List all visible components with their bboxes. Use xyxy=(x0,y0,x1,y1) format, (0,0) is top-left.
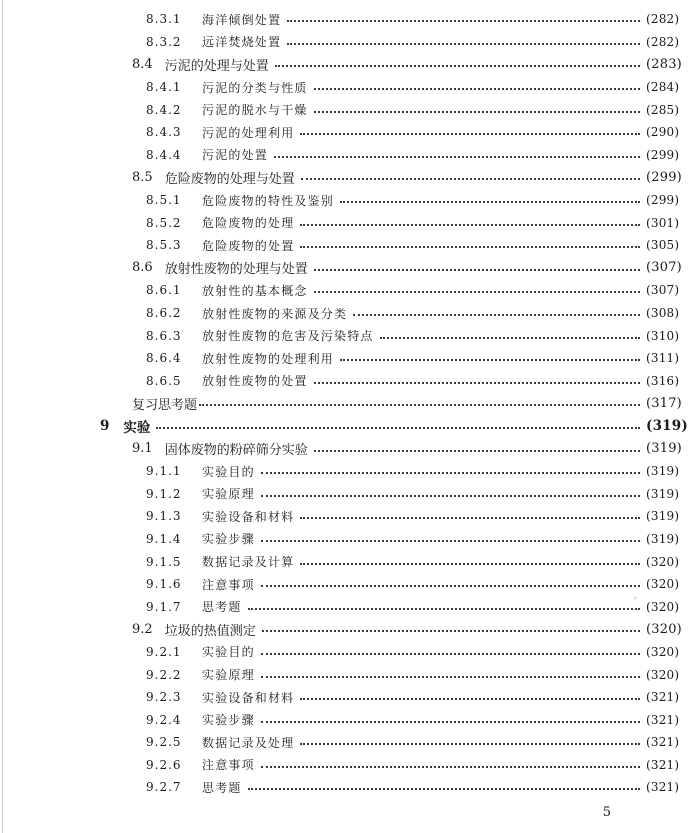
toc-entry-number: 9.2.7 xyxy=(146,780,182,795)
dot-leader xyxy=(300,224,640,226)
toc-entry-number: 8.4 xyxy=(132,56,153,72)
toc-entry-title: 放射性废物的来源及分类 xyxy=(202,306,348,321)
dot-leader xyxy=(261,540,640,542)
toc-entry xyxy=(0,708,698,731)
toc-entry-page: (311) xyxy=(646,351,680,366)
toc-entry xyxy=(0,505,698,528)
toc-entry-title: 注意事项 xyxy=(202,577,255,592)
toc-entry-page: (307) xyxy=(646,260,682,276)
toc-entry xyxy=(0,731,698,754)
toc-entry xyxy=(0,528,698,551)
dot-leader xyxy=(199,404,640,406)
toc-entry-number: 8.5.3 xyxy=(146,238,182,253)
toc-entry-number: 8.6.1 xyxy=(146,283,182,298)
dot-leader xyxy=(261,721,640,723)
toc-entry xyxy=(0,166,698,189)
toc-entry-number: 9.2.4 xyxy=(146,712,182,727)
toc-entry xyxy=(0,324,698,347)
scan-mark: ' xyxy=(634,596,637,605)
toc-entry xyxy=(0,641,698,664)
toc-entry-number: 9.2.1 xyxy=(146,644,182,659)
toc-entry xyxy=(0,76,698,99)
toc-entry-title: 实验原理 xyxy=(202,487,255,502)
toc-entry xyxy=(0,663,698,686)
toc-entry-number: 8.5 xyxy=(132,169,153,185)
dot-leader xyxy=(340,201,640,203)
dot-leader xyxy=(300,246,640,248)
dot-leader xyxy=(261,495,640,497)
toc-entry-number: 9.2.2 xyxy=(146,667,182,682)
toc-entry-title: 注意事项 xyxy=(202,758,255,773)
toc-entry-number: 9.1.2 xyxy=(146,486,182,501)
toc-entry-page: (319) xyxy=(646,486,680,501)
toc-entry-title: 实验目的 xyxy=(202,464,255,479)
toc-entry-title: 危险废物的处理 xyxy=(202,216,295,231)
toc-entry-title: 污泥的处置 xyxy=(202,148,269,163)
toc-entry-number: 9.2 xyxy=(132,621,153,637)
toc-entry-title: 放射性废物的处理与处置 xyxy=(164,262,308,278)
dot-leader xyxy=(300,743,640,745)
toc-entry xyxy=(0,573,698,596)
toc-entry-page: (321) xyxy=(646,780,680,795)
toc-entry xyxy=(0,618,698,641)
toc-entry-page: (321) xyxy=(646,690,680,705)
toc-entry xyxy=(0,776,698,799)
dot-leader xyxy=(261,676,640,678)
toc-entry-page: (319) xyxy=(646,441,682,457)
toc-entry-number: 8.5.1 xyxy=(146,193,182,208)
toc-entry-title: 放射性废物的处理利用 xyxy=(202,351,335,366)
toc-entry-page: (319) xyxy=(646,417,688,434)
toc-entry-page: (320) xyxy=(646,554,680,569)
toc-entry-page: (283) xyxy=(646,56,682,72)
toc-entry-number: 8.6.5 xyxy=(146,373,182,388)
dot-leader xyxy=(353,314,640,316)
toc-entry-page: (299) xyxy=(646,169,682,185)
dot-leader xyxy=(275,65,640,67)
toc-entry-number: 9.1.4 xyxy=(146,531,182,546)
toc-entry xyxy=(0,279,698,302)
toc-entry-number: 8.3.1 xyxy=(146,12,182,27)
toc-entry-number: 8.6.3 xyxy=(146,328,182,343)
toc-entry-page: (320) xyxy=(646,667,680,682)
toc-entry-page: (284) xyxy=(646,80,680,95)
dot-leader xyxy=(287,43,640,45)
dot-leader xyxy=(314,111,640,113)
toc-entry-page: (305) xyxy=(646,238,680,253)
toc-entry-number: 9.2.5 xyxy=(146,735,182,750)
toc-entry-title: 危险废物的处理与处置 xyxy=(164,171,295,187)
toc-entry xyxy=(0,550,698,573)
toc-entry xyxy=(0,482,698,505)
toc-entry-title: 数据记录及处理 xyxy=(202,735,295,750)
toc-entry-title: 数据记录及计算 xyxy=(202,555,295,570)
toc-entry-number: 9 xyxy=(100,417,110,434)
toc-entry xyxy=(0,595,698,618)
toc-entry-number: 9.1 xyxy=(132,441,153,457)
toc-entry-title: 实验目的 xyxy=(202,645,255,660)
toc-entry-title: 实验 xyxy=(123,419,151,436)
toc-entry xyxy=(0,211,698,234)
toc-entry-page: (316) xyxy=(646,373,680,388)
toc-entry xyxy=(0,234,698,257)
toc-entry-title: 放射性废物的危害及污染特点 xyxy=(202,329,374,344)
toc-entry-page: (307) xyxy=(646,283,680,298)
toc-entry-number: 8.4.2 xyxy=(146,102,182,117)
toc-entry xyxy=(0,121,698,144)
toc-entry-title: 思考题 xyxy=(202,600,242,615)
toc-entry-page: (320) xyxy=(646,577,680,592)
toc-entry xyxy=(0,437,698,460)
dot-leader xyxy=(261,766,640,768)
toc-entry-page: (285) xyxy=(646,102,680,117)
toc-entry-number: 9.1.1 xyxy=(146,464,182,479)
toc-entry-page: (317) xyxy=(646,395,682,411)
toc-entry xyxy=(0,460,698,483)
toc-entry xyxy=(0,415,698,438)
dot-leader xyxy=(300,517,640,519)
toc-entry-title: 固体废物的粉碎筛分实验 xyxy=(164,443,308,459)
dot-leader xyxy=(262,630,640,632)
toc-entry-page: (299) xyxy=(646,193,680,208)
toc-entry-number: 8.4.4 xyxy=(146,147,182,162)
toc-entry-page: (282) xyxy=(646,12,680,27)
toc-entry-title: 污泥的处理利用 xyxy=(202,125,295,140)
dot-leader xyxy=(300,563,640,565)
toc-entry xyxy=(0,302,698,325)
toc-entry-title: 实验原理 xyxy=(202,668,255,683)
dot-leader xyxy=(314,450,640,452)
toc-entry xyxy=(0,370,698,393)
toc-entry-number: 8.5.2 xyxy=(146,215,182,230)
toc-entry-number: 8.4.1 xyxy=(146,80,182,95)
toc-entry-title: 远洋焚烧处置 xyxy=(202,35,282,50)
toc-entry-title: 海洋倾倒处置 xyxy=(202,12,282,27)
toc-entry-title: 危险废物的特性及鉴别 xyxy=(202,193,335,208)
toc-entry xyxy=(0,144,698,167)
toc-entry-page: (282) xyxy=(646,34,680,49)
dot-leader xyxy=(300,698,640,700)
toc-entry xyxy=(0,686,698,709)
toc-entry-number: 8.6.4 xyxy=(146,351,182,366)
toc-entry-page: (319) xyxy=(646,531,680,546)
toc-entry xyxy=(0,8,698,31)
toc-entry xyxy=(0,53,698,76)
table-of-contents xyxy=(0,8,698,799)
dot-leader xyxy=(300,133,640,135)
toc-entry-page: (319) xyxy=(646,509,680,524)
toc-entry-title: 放射性的基本概念 xyxy=(202,283,308,298)
toc-entry-number: 8.6 xyxy=(132,260,153,276)
toc-entry-title: 垃圾的热值测定 xyxy=(164,623,256,639)
toc-entry-number: 9.1.7 xyxy=(146,599,182,614)
toc-entry-title: 实验步骤 xyxy=(202,532,255,547)
toc-entry-page: (310) xyxy=(646,328,680,343)
dot-leader xyxy=(380,337,640,339)
toc-entry xyxy=(0,98,698,121)
toc-entry-title: 实验设备和材料 xyxy=(202,509,295,524)
toc-entry-page: (321) xyxy=(646,712,680,727)
toc-entry xyxy=(0,392,698,415)
toc-entry xyxy=(0,189,698,212)
dot-leader xyxy=(301,178,640,180)
toc-entry-page: (320) xyxy=(646,644,680,659)
toc-entry xyxy=(0,257,698,280)
toc-entry-title: 思考题 xyxy=(202,780,242,795)
page-number: 5 xyxy=(602,805,611,820)
toc-entry-title: 危险废物的处置 xyxy=(202,238,295,253)
toc-entry-title: 放射性废物的处置 xyxy=(202,374,308,389)
toc-entry-number: 8.6.2 xyxy=(146,306,182,321)
toc-entry-page: (321) xyxy=(646,757,680,772)
toc-entry-title: 实验设备和材料 xyxy=(202,690,295,705)
toc-entry-number: 8.3.2 xyxy=(146,34,182,49)
dot-leader xyxy=(314,291,640,293)
dot-leader xyxy=(248,608,640,610)
dot-leader xyxy=(274,156,640,158)
toc-entry-page: (290) xyxy=(646,125,680,140)
toc-entry xyxy=(0,754,698,777)
toc-entry-page: (320) xyxy=(646,599,680,614)
dot-leader xyxy=(340,359,640,361)
dot-leader xyxy=(314,382,640,384)
toc-entry-page: (299) xyxy=(646,147,680,162)
toc-entry-title: 实验步骤 xyxy=(202,713,255,728)
toc-entry-title: 复习思考题 xyxy=(132,397,198,413)
dot-leader xyxy=(248,788,640,790)
toc-entry-title: 污泥的分类与性质 xyxy=(202,80,308,95)
toc-entry-page: (320) xyxy=(646,621,682,637)
dot-leader xyxy=(261,653,640,655)
toc-entry-page: (308) xyxy=(646,306,680,321)
toc-entry xyxy=(0,347,698,370)
toc-entry-title: 污泥的脱水与干燥 xyxy=(202,103,308,118)
toc-entry-number: 9.1.5 xyxy=(146,554,182,569)
toc-entry-title: 污泥的处理与处置 xyxy=(164,58,269,74)
dot-leader xyxy=(314,269,640,271)
dot-leader xyxy=(314,88,640,90)
dot-leader xyxy=(261,585,640,587)
dot-leader xyxy=(156,427,640,429)
toc-entry-number: 9.2.6 xyxy=(146,757,182,772)
toc-entry-number: 9.1.6 xyxy=(146,577,182,592)
toc-entry-page: (301) xyxy=(646,215,680,230)
dot-leader xyxy=(287,20,640,22)
toc-entry-number: 9.2.3 xyxy=(146,690,182,705)
toc-entry-page: (319) xyxy=(646,464,680,479)
toc-entry-number: 9.1.3 xyxy=(146,509,182,524)
toc-entry xyxy=(0,31,698,54)
dot-leader xyxy=(261,472,640,474)
toc-entry-page: (321) xyxy=(646,735,680,750)
toc-entry-number: 8.4.3 xyxy=(146,125,182,140)
